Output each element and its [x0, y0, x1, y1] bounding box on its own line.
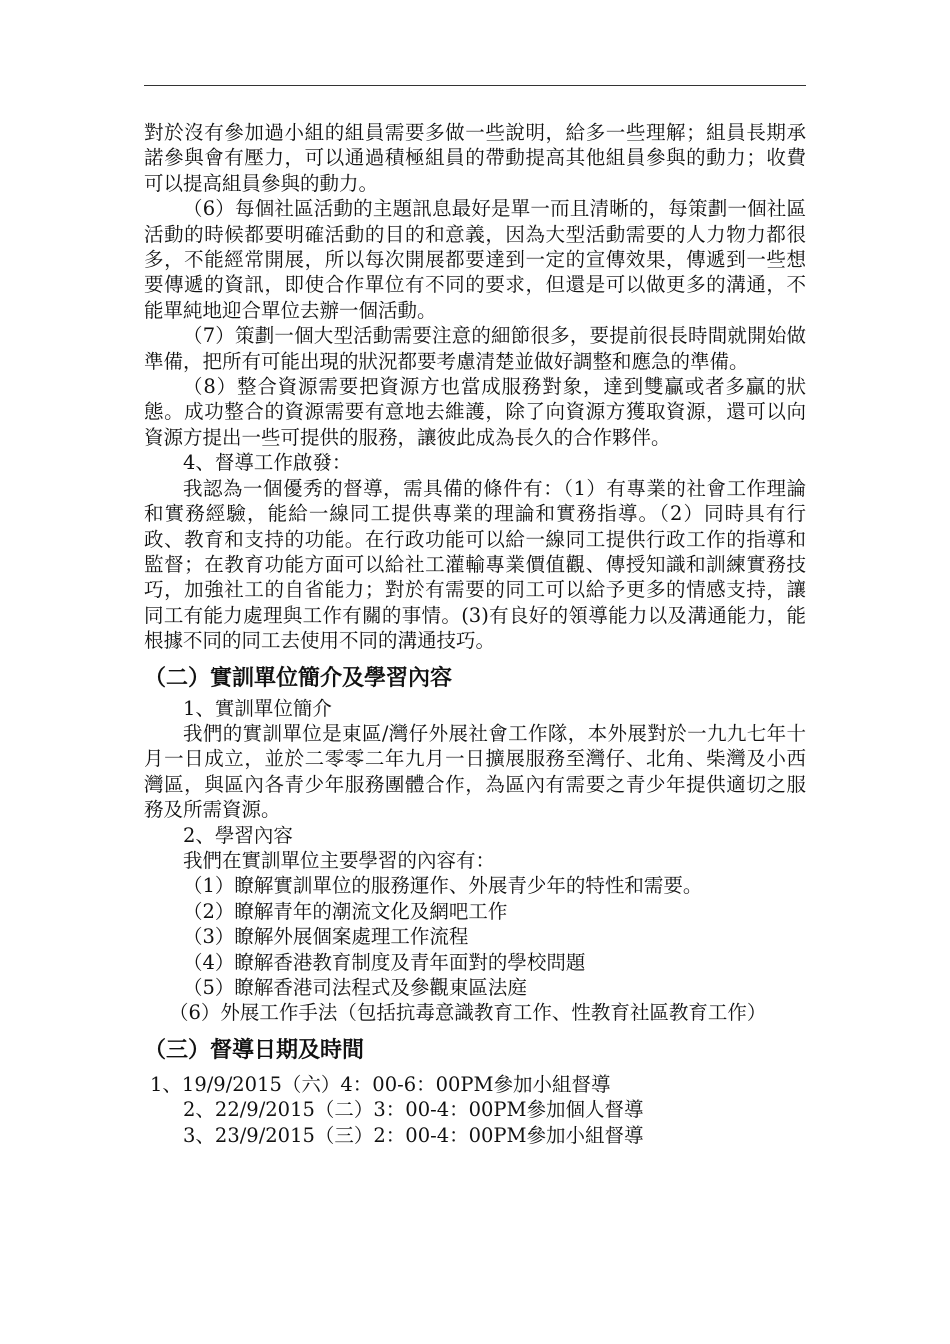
paragraph: （7）策劃一個大型活動需要注意的細節很多，要提前很長時間就開始做準備，把所有可能出現的狀況都要考慮清楚並做好調整和應急的準備。	[144, 324, 806, 373]
schedule-item: 2、22/9/2015（二）3：00-4：00PM參加個人督導	[183, 1098, 644, 1122]
header-rule	[144, 85, 806, 86]
paragraph: 我認為一個優秀的督導，需具備的條件有：（1）有專業的社會工作理論和實務經驗，能給一線同工提供專業的理論和實務指導。（2）同時具有行政、教育和支持的功能。在行政功能可以給一線同工提供行政工作的指導和監督；在教育功能方面可以給社工灌輸專業價值觀、傳授知識和訓練實務技巧，加強社工的自省能力；對於有需要的同工可以給予更多的情感支持，讓同工有能力處理與工作有關的事情。(3)有良好的領導能力以及溝通能力，能根據不同的同工去使用不同的溝通技巧。	[144, 476, 806, 653]
paragraph: （8）整合資源需要把資源方也當成服務對象，達到雙贏或者多贏的狀態。成功整合的資源需要有意地去維護，除了向資源方獲取資源，還可以向資源方提出一些可提供的服務，讓彼此成為長久的合作夥伴。	[144, 375, 806, 449]
subsection-heading: 2、學習內容	[183, 823, 293, 847]
document-body	[144, 120, 806, 1148]
subsection-heading: 1、實訓單位簡介	[183, 696, 332, 720]
subsection-heading: 4、督導工作啟發：	[183, 451, 352, 475]
list-item: （4）瞭解香港教育制度及青年面對的學校問題	[183, 950, 586, 974]
paragraph: 我們的實訓單位是東區/灣仔外展社會工作隊，本外展對於一九九七年十月一日成立，並於二零零二年九月一日擴展服務至灣仔、北角、柴灣及小西灣區，與區內各青少年服務團體合作，為區內有需要之青少年提供適切之服務及所需資源。	[144, 721, 806, 822]
paragraph: 對於沒有參加過小組的組員需要多做一些說明，給多一些理解；組員長期承諾參與會有壓力，可以通過積極組員的帶動提高其他組員參與的動力；收費可以提高組員參與的動力。	[144, 121, 806, 195]
list-item: （2）瞭解青年的潮流文化及網吧工作	[183, 899, 508, 923]
schedule-item: 3、23/9/2015（三）2：00-4：00PM參加小組督導	[183, 1123, 644, 1147]
list-item: （6）外展工作手法（包括抗毒意識教育工作、性教育社區教育工作）	[169, 1001, 767, 1025]
list-item: （1）瞭解實訓單位的服務運作、外展青少年的特性和需要。	[183, 874, 703, 898]
section-heading: （二）實訓單位簡介及學習內容	[144, 665, 453, 691]
schedule-item: 1、19/9/2015（六）4：00-6：00PM參加小組督導	[150, 1072, 611, 1096]
section-heading: （三）督導日期及時間	[144, 1037, 365, 1063]
list-item: （3）瞭解外展個案處理工作流程	[183, 925, 469, 949]
paragraph: 我們在實訓單位主要學習的內容有：	[183, 848, 496, 872]
list-item: （5）瞭解香港司法程式及參觀東區法庭	[183, 976, 527, 999]
paragraph: （6）每個社區活動的主題訊息最好是單一而且清晰的，每策劃一個社區活動的時候都要明確活動的目的和意義，因為大型活動需要的人力物力都很多，不能經常開展，所以每次開展都要達到一定的宣傳效果，傳遞到一些想要傳遞的資訊，即使合作單位有不同的要求，但還是可以做更多的溝通，不能單純地迎合單位去辦一個活動。	[144, 197, 806, 322]
